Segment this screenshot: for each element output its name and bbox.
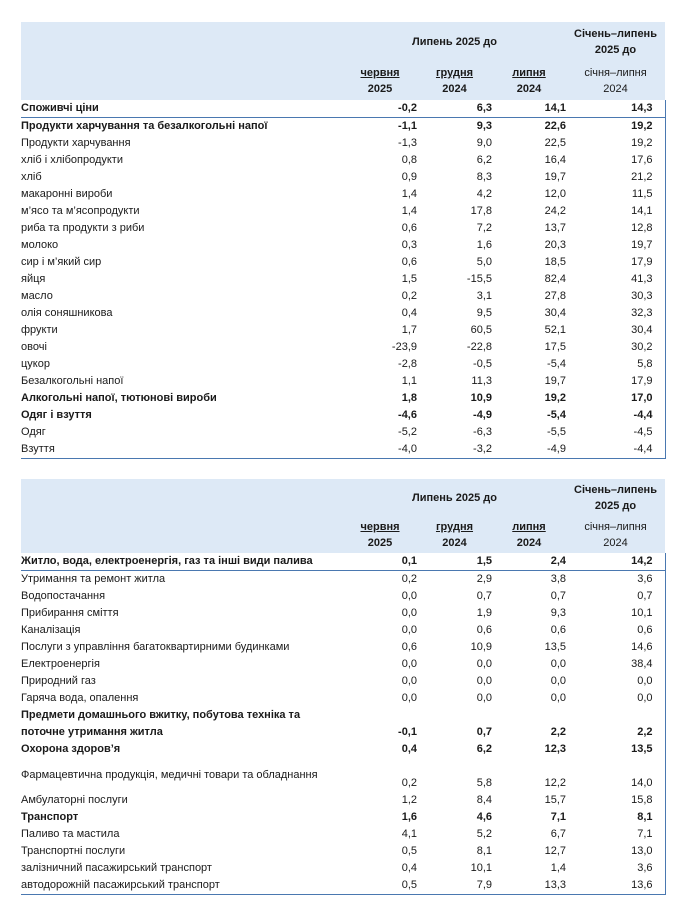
table-row <box>21 441 665 459</box>
value-vs-july-2024: 15,7 <box>544 794 566 806</box>
value-vs-december-2024: -22,8 <box>466 341 492 353</box>
value-ytd: 13,6 <box>566 877 665 895</box>
col-july-2024: липня 2024 <box>492 62 566 100</box>
value-vs-june-2025: 0,0 <box>401 607 417 619</box>
value-vs-july-2024: 19,7 <box>544 375 566 387</box>
value-vs-june-2025: 0,5 <box>401 845 417 857</box>
table-row <box>21 860 665 877</box>
value-vs-june-2025: 0,4 <box>401 743 417 755</box>
value-ytd: 14,1 <box>566 203 665 220</box>
row-label: хліб <box>21 171 42 183</box>
table-row <box>21 758 665 792</box>
period-group-header: Липень 2025 до <box>343 479 566 517</box>
value-vs-july-2024: -5,4 <box>547 409 566 421</box>
value-vs-december-2024: 1,5 <box>417 553 492 571</box>
col-december-2024: грудня 2024 <box>417 517 492 553</box>
table-row <box>21 254 665 271</box>
value-vs-june-2025: 1,4 <box>401 205 417 217</box>
value-vs-december-2024: 1,6 <box>476 239 492 251</box>
row-label: овочі <box>21 341 47 353</box>
table-row <box>21 118 665 136</box>
row-label: сир і м’який сир <box>21 256 102 268</box>
col-june-2025: червня 2025 <box>343 517 417 553</box>
value-vs-june-2025: 0,1 <box>343 553 417 571</box>
value-vs-december-2024: 8,1 <box>476 845 492 857</box>
value-vs-december-2024: 0,7 <box>476 590 492 602</box>
value-vs-december-2024: 6,3 <box>417 100 492 118</box>
value-vs-june-2025: 1,8 <box>401 392 417 404</box>
value-ytd: 5,8 <box>566 356 665 373</box>
value-vs-december-2024: 0,7 <box>476 726 492 738</box>
table-row <box>21 673 665 690</box>
value-ytd: 13,5 <box>566 741 665 758</box>
value-vs-june-2025: 0,0 <box>401 675 417 687</box>
value-vs-december-2024: 0,0 <box>476 658 492 670</box>
row-label: олія соняшникова <box>21 307 113 319</box>
value-vs-july-2024: 3,8 <box>550 573 566 585</box>
row-label: Продукти харчування <box>21 137 131 149</box>
value-vs-december-2024: -3,2 <box>417 441 492 459</box>
row-label: Паливо та мастила <box>21 828 120 840</box>
ytd-column-header-bottom: січня–липня 2024 <box>566 517 665 553</box>
cpi-table-housing-transport <box>21 479 666 895</box>
row-label: Охорона здоров’я <box>21 743 121 755</box>
table-row <box>21 792 665 809</box>
value-vs-december-2024: 5,0 <box>476 256 492 268</box>
cpi-table-food-clothing <box>21 22 666 459</box>
table-row <box>21 741 665 758</box>
value-vs-december-2024: 9,3 <box>476 120 492 132</box>
value-vs-december-2024: 0,0 <box>476 692 492 704</box>
value-ytd: 30,4 <box>566 322 665 339</box>
value-vs-july-2024: 17,5 <box>544 341 566 353</box>
value-ytd: 14,3 <box>566 100 665 118</box>
table-row <box>21 877 665 895</box>
row-label: Житло, вода, електроенергія, газ та інші види палива <box>21 553 343 571</box>
row-label: хліб і хлібопродукти <box>21 154 123 166</box>
table-row <box>21 407 665 424</box>
ytd-header-line1: Січень–липень <box>574 484 657 496</box>
value-vs-december-2024: 5,2 <box>476 828 492 840</box>
value-vs-june-2025: 0,2 <box>401 777 417 789</box>
value-vs-june-2025: -1,1 <box>398 120 417 132</box>
value-vs-june-2025: -4,0 <box>343 441 417 459</box>
value-ytd: 38,4 <box>566 656 665 673</box>
value-ytd: 11,5 <box>566 186 665 203</box>
table-row <box>21 288 665 305</box>
value-ytd: 19,2 <box>566 135 665 152</box>
table-row <box>21 322 665 339</box>
value-vs-december-2024: 8,3 <box>476 171 492 183</box>
row-label: риба та продукти з риби <box>21 222 145 234</box>
value-ytd: -4,4 <box>566 407 665 424</box>
value-vs-july-2024: 82,4 <box>544 273 566 285</box>
table-row <box>21 622 665 639</box>
value-ytd: 0,0 <box>566 673 665 690</box>
value-vs-june-2025: 0,4 <box>401 862 417 874</box>
value-vs-june-2025: 0,4 <box>401 307 417 319</box>
value-vs-july-2024: 24,2 <box>544 205 566 217</box>
value-ytd: 19,2 <box>566 118 665 136</box>
value-vs-july-2024: 0,0 <box>550 675 566 687</box>
row-label: фрукти <box>21 324 58 336</box>
value-vs-june-2025: -2,8 <box>398 358 417 370</box>
value-ytd: 10,1 <box>566 605 665 622</box>
value-ytd: 17,9 <box>566 373 665 390</box>
table-row <box>21 571 665 589</box>
value-vs-july-2024: 30,4 <box>544 307 566 319</box>
value-vs-december-2024: 10,9 <box>470 392 492 404</box>
value-ytd: 14,2 <box>566 553 665 571</box>
value-vs-july-2024: 18,5 <box>544 256 566 268</box>
value-ytd: 3,6 <box>566 860 665 877</box>
row-label: молоко <box>21 239 59 251</box>
value-ytd: 3,6 <box>566 571 665 589</box>
value-ytd: 19,7 <box>566 237 665 254</box>
value-vs-december-2024: 7,2 <box>476 222 492 234</box>
value-vs-december-2024: 4,6 <box>476 811 492 823</box>
value-ytd: 15,8 <box>566 792 665 809</box>
value-vs-july-2024: 19,2 <box>544 392 566 404</box>
value-ytd: -4,5 <box>566 424 665 441</box>
value-vs-june-2025: 1,2 <box>401 794 417 806</box>
value-vs-december-2024: 11,3 <box>471 375 492 387</box>
value-ytd: 0,0 <box>566 690 665 707</box>
value-vs-december-2024: 5,8 <box>476 777 492 789</box>
ytd-header-line2: 2025 до <box>594 44 637 56</box>
value-vs-june-2025: -0,2 <box>343 100 417 118</box>
value-vs-december-2024: 10,9 <box>470 641 492 653</box>
row-label: Безалкогольні напої <box>21 375 124 387</box>
value-vs-july-2024: 20,3 <box>544 239 566 251</box>
table-row <box>21 220 665 237</box>
value-vs-june-2025: -1,3 <box>398 137 417 149</box>
value-ytd: 30,3 <box>566 288 665 305</box>
value-vs-december-2024: 10,1 <box>470 862 492 874</box>
value-ytd: 0,7 <box>566 588 665 605</box>
value-vs-december-2024: 9,5 <box>476 307 492 319</box>
row-label: Алкогольні напої, тютюнові вироби <box>21 392 217 404</box>
value-vs-december-2024: 0,0 <box>476 675 492 687</box>
value-vs-june-2025: 0,9 <box>401 171 417 183</box>
value-vs-december-2024: 6,2 <box>476 154 492 166</box>
value-vs-july-2024: 27,8 <box>544 290 566 302</box>
value-vs-december-2024: 7,9 <box>417 877 492 895</box>
value-vs-june-2025: 0,6 <box>401 641 417 653</box>
value-vs-june-2025: -0,1 <box>398 726 417 738</box>
ytd-column-header-bottom: січня–липня 2024 <box>566 62 665 100</box>
value-ytd: -4,4 <box>566 441 665 459</box>
row-label: Електроенергія <box>21 658 100 670</box>
value-vs-july-2024: 12,0 <box>544 188 566 200</box>
value-vs-july-2024: 13,3 <box>492 877 566 895</box>
table-row <box>21 169 665 186</box>
value-vs-july-2024: -5,5 <box>547 426 566 438</box>
value-vs-june-2025: 0,0 <box>401 590 417 602</box>
value-vs-june-2025: 0,6 <box>401 222 417 234</box>
value-ytd: 12,8 <box>566 220 665 237</box>
table-row <box>21 305 665 322</box>
value-vs-december-2024: -15,5 <box>466 273 492 285</box>
table-row <box>21 424 665 441</box>
value-vs-june-2025: 1,7 <box>401 324 417 336</box>
value-ytd: 17,0 <box>566 390 665 407</box>
table-row <box>21 656 665 673</box>
value-vs-july-2024: 22,5 <box>544 137 566 149</box>
value-vs-december-2024: -0,5 <box>473 358 492 370</box>
table-row <box>21 690 665 707</box>
row-label: Прибирання сміття <box>21 607 119 619</box>
ytd-header-line2: 2025 до <box>594 500 637 512</box>
row-label: Предмети домашнього вжитку, побутова техніка та поточне утримання житла <box>21 709 301 738</box>
value-vs-june-2025: 1,6 <box>401 811 417 823</box>
table-row <box>21 809 665 826</box>
category-column-header <box>21 22 343 100</box>
table-row <box>21 135 665 152</box>
value-vs-june-2025: 0,8 <box>401 154 417 166</box>
table-row <box>21 843 665 860</box>
ytd-header-line1: Січень–липень <box>574 28 657 40</box>
row-label: макаронні вироби <box>21 188 113 200</box>
value-vs-july-2024: 2,4 <box>492 553 566 571</box>
row-label: цукор <box>21 358 50 370</box>
value-vs-july-2024: 12,3 <box>544 743 566 755</box>
value-vs-december-2024: 1,9 <box>476 607 492 619</box>
value-vs-july-2024: 14,1 <box>492 100 566 118</box>
row-label: Споживчі ціни <box>21 100 343 118</box>
row-label: Фармацевтична продукція, медичні товари та обладнання <box>21 768 318 781</box>
value-ytd: 2,2 <box>566 707 665 741</box>
value-vs-december-2024: -6,3 <box>473 426 492 438</box>
table-row <box>21 203 665 220</box>
ytd-column-header-top <box>566 22 665 62</box>
value-vs-december-2024: -4,9 <box>473 409 492 421</box>
row-label: Взуття <box>21 441 343 459</box>
value-vs-december-2024: 2,9 <box>476 573 492 585</box>
value-vs-december-2024: 17,8 <box>470 205 492 217</box>
value-vs-june-2025: -23,9 <box>391 341 417 353</box>
value-ytd: 41,3 <box>566 271 665 288</box>
row-label: Транспорт <box>21 811 79 823</box>
table-row <box>21 390 665 407</box>
row-label: Послуги з управління багатоквартирними будинками <box>21 641 290 653</box>
value-ytd: 13,0 <box>566 843 665 860</box>
value-vs-july-2024: 52,1 <box>544 324 566 336</box>
value-vs-june-2025: -5,2 <box>398 426 417 438</box>
row-label: яйця <box>21 273 46 285</box>
category-column-header <box>21 479 343 553</box>
value-ytd: 0,6 <box>566 622 665 639</box>
value-ytd: 32,3 <box>566 305 665 322</box>
value-vs-december-2024: 8,4 <box>476 794 492 806</box>
value-vs-december-2024: 60,5 <box>470 324 492 336</box>
value-vs-july-2024: 1,4 <box>550 862 566 874</box>
value-vs-june-2025: 4,1 <box>401 828 417 840</box>
value-vs-july-2024: 0,6 <box>550 624 566 636</box>
value-vs-june-2025: 0,0 <box>401 624 417 636</box>
table-row <box>21 373 665 390</box>
table-row <box>21 186 665 203</box>
table-row <box>21 605 665 622</box>
value-vs-july-2024: 12,7 <box>544 845 566 857</box>
value-vs-july-2024: 9,3 <box>550 607 566 619</box>
row-label: Водопостачання <box>21 590 106 602</box>
table-row <box>21 339 665 356</box>
value-vs-july-2024: 12,2 <box>544 777 566 789</box>
ytd-column-header-top <box>566 479 665 517</box>
row-label: м’ясо та м’ясопродукти <box>21 205 140 217</box>
value-ytd: 8,1 <box>566 809 665 826</box>
value-vs-july-2024: 7,1 <box>550 811 566 823</box>
value-vs-july-2024: 13,5 <box>544 641 566 653</box>
row-label: Продукти харчування та безалкогольні напої <box>21 120 268 132</box>
col-june-2025: червня 2025 <box>343 62 417 100</box>
row-label: Каналізація <box>21 624 81 636</box>
value-vs-july-2024: 2,2 <box>550 726 566 738</box>
row-label: Гаряча вода, опалення <box>21 692 139 704</box>
value-vs-june-2025: 0,0 <box>401 658 417 670</box>
value-vs-june-2025: 0,6 <box>401 256 417 268</box>
value-vs-july-2024: 0,7 <box>550 590 566 602</box>
value-vs-june-2025: 0,2 <box>401 573 417 585</box>
value-ytd: 14,0 <box>566 758 665 792</box>
value-vs-december-2024: 0,6 <box>476 624 492 636</box>
value-ytd: 7,1 <box>566 826 665 843</box>
table-row <box>21 826 665 843</box>
col-july-2024: липня 2024 <box>492 517 566 553</box>
value-vs-december-2024: 3,1 <box>476 290 492 302</box>
table-row <box>21 237 665 254</box>
value-vs-december-2024: 4,2 <box>476 188 492 200</box>
table-row <box>21 588 665 605</box>
value-vs-july-2024: 22,6 <box>544 120 566 132</box>
value-vs-july-2024: 19,7 <box>544 171 566 183</box>
table-row <box>21 356 665 373</box>
table-row <box>21 152 665 169</box>
row-label: масло <box>21 290 53 302</box>
value-vs-december-2024: 6,2 <box>476 743 492 755</box>
value-vs-july-2024: 6,7 <box>550 828 566 840</box>
value-vs-june-2025: 0,0 <box>401 692 417 704</box>
value-ytd: 30,2 <box>566 339 665 356</box>
row-label: Амбулаторні послуги <box>21 794 128 806</box>
value-vs-july-2024: 0,0 <box>550 692 566 704</box>
value-vs-june-2025: 0,2 <box>401 290 417 302</box>
value-vs-june-2025: 1,5 <box>401 273 417 285</box>
period-group-header: Липень 2025 до <box>343 22 566 62</box>
row-label: Утримання та ремонт житла <box>21 573 166 585</box>
row-label: залізничний пасажирський транспорт <box>21 862 212 874</box>
value-vs-december-2024: 9,0 <box>476 137 492 149</box>
value-vs-july-2024: -5,4 <box>547 358 566 370</box>
row-label: Одяг і взуття <box>21 409 92 421</box>
value-vs-june-2025: -4,6 <box>398 409 417 421</box>
value-vs-june-2025: 1,4 <box>401 188 417 200</box>
table-row <box>21 639 665 656</box>
table-row <box>21 707 665 741</box>
value-vs-july-2024: 13,7 <box>544 222 566 234</box>
value-vs-july-2024: 16,4 <box>544 154 566 166</box>
table-row <box>21 553 665 571</box>
value-vs-july-2024: -4,9 <box>492 441 566 459</box>
row-label: Природний газ <box>21 675 96 687</box>
table-row <box>21 271 665 288</box>
value-vs-june-2025: 0,5 <box>343 877 417 895</box>
table-row <box>21 100 665 118</box>
col-december-2024: грудня 2024 <box>417 62 492 100</box>
row-label: Одяг <box>21 426 46 438</box>
value-vs-june-2025: 1,1 <box>401 375 417 387</box>
value-ytd: 21,2 <box>566 169 665 186</box>
value-vs-june-2025: 0,3 <box>401 239 417 251</box>
value-ytd: 14,6 <box>566 639 665 656</box>
value-ytd: 17,6 <box>566 152 665 169</box>
value-ytd: 17,9 <box>566 254 665 271</box>
value-vs-july-2024: 0,0 <box>550 658 566 670</box>
row-label: Транспортні послуги <box>21 845 126 857</box>
row-label: автодорожній пасажирський транспорт <box>21 877 343 895</box>
